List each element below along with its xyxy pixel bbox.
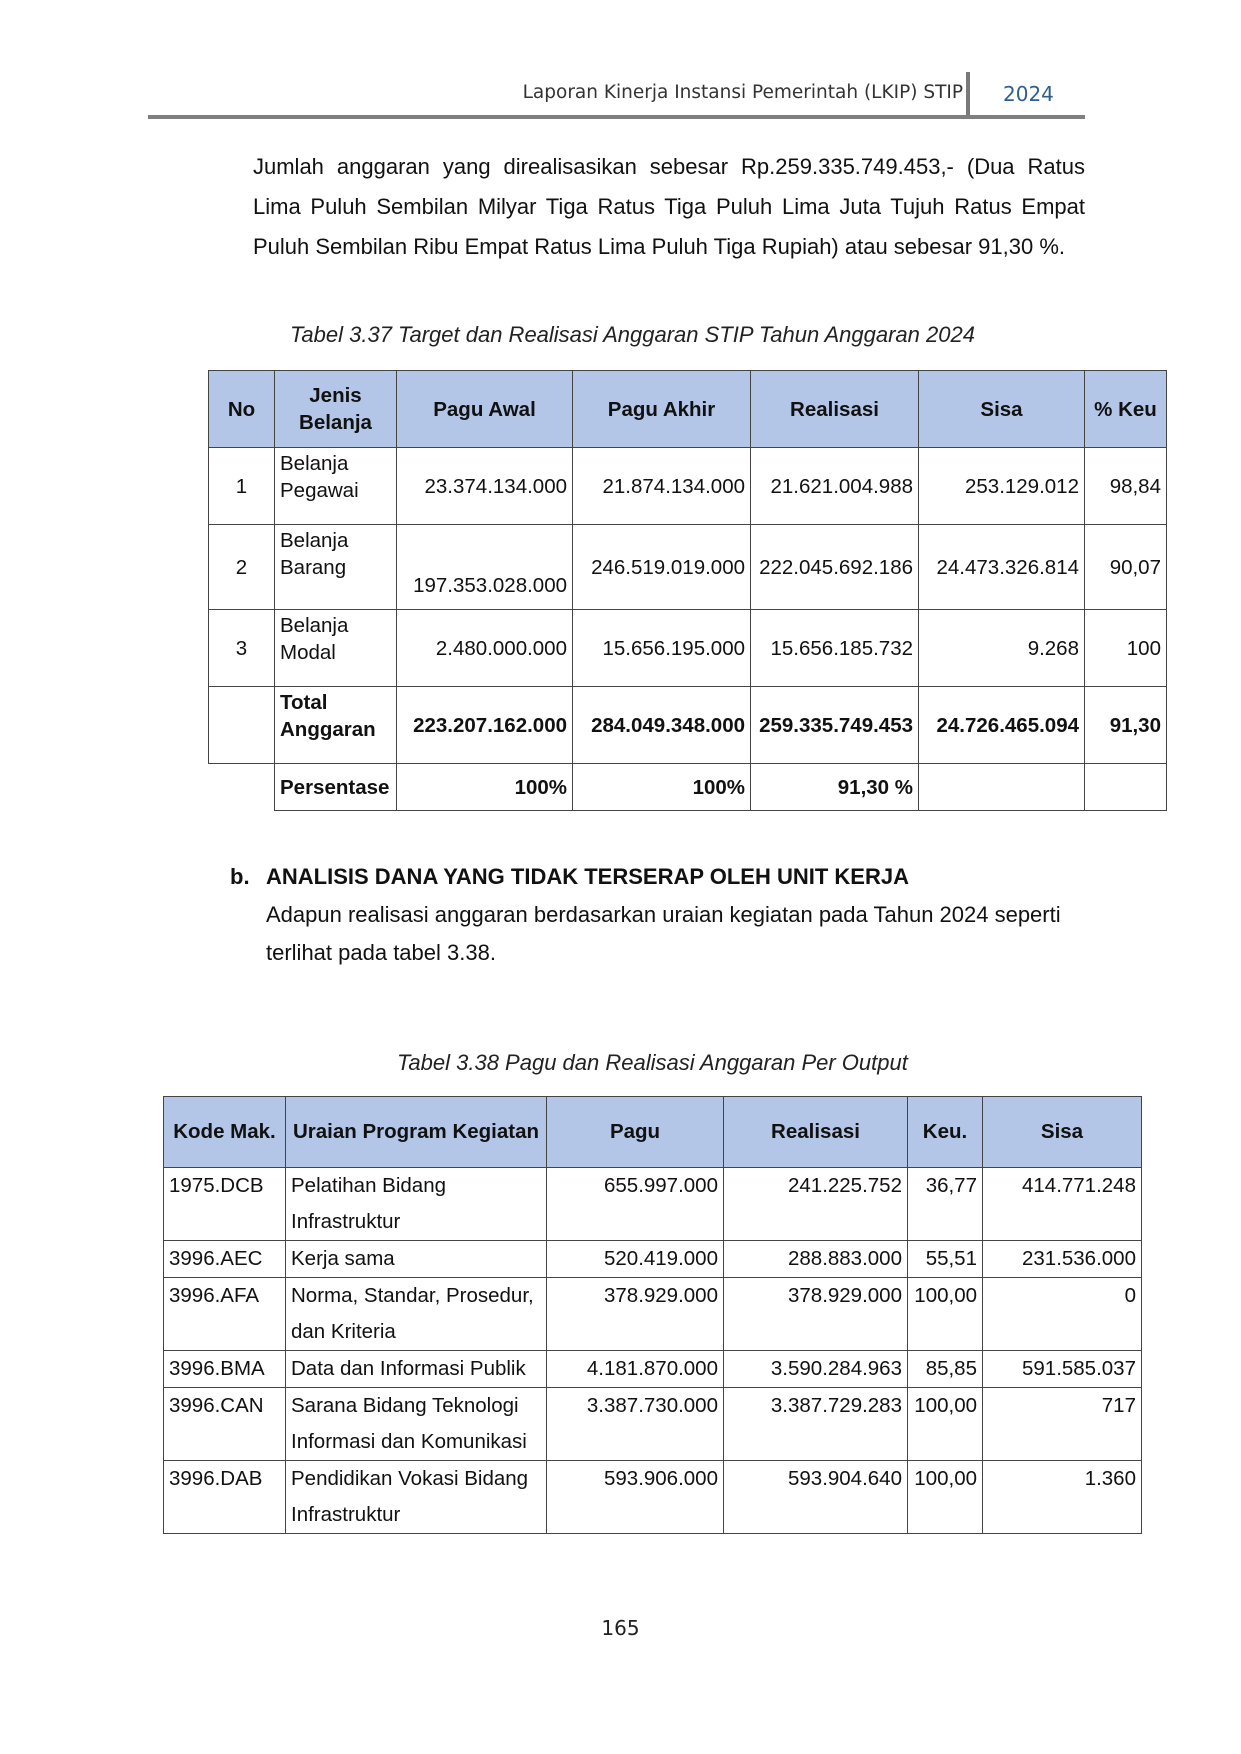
cell-uraian: Data dan Informasi Publik bbox=[286, 1351, 547, 1388]
cell-persentase-pagu-awal: 100% bbox=[397, 764, 573, 811]
cell-pagu-awal: 2.480.000.000 bbox=[397, 610, 573, 687]
header-separator bbox=[966, 72, 970, 118]
cell-jenis: Belanja Pegawai bbox=[275, 448, 397, 525]
cell-keu: 98,84 bbox=[1085, 448, 1167, 525]
cell-realisasi: 593.904.640 bbox=[724, 1461, 908, 1534]
table1-caption: Tabel 3.37 Target dan Realisasi Anggaran STIP Tahun Anggaran 2024 bbox=[290, 322, 975, 347]
cell-uraian: Kerja sama bbox=[286, 1241, 547, 1278]
cell-kode: 3996.CAN bbox=[164, 1388, 286, 1461]
column-header: Realisasi bbox=[751, 371, 919, 448]
cell-jenis: Belanja Barang bbox=[275, 525, 397, 610]
column-header: Keu. bbox=[908, 1097, 983, 1168]
cell-no-empty bbox=[209, 687, 275, 764]
column-header: Pagu Awal bbox=[397, 371, 573, 448]
section-b-letter: b. bbox=[230, 864, 250, 889]
cell-realisasi: 3.590.284.963 bbox=[724, 1351, 908, 1388]
header-title: Laporan Kinerja Instansi Pemerintah (LKIP) STIP bbox=[522, 82, 963, 103]
intro-paragraph: Jumlah anggaran yang direalisasikan sebesar Rp.259.335.749.453,- (Dua Ratus Lima Puluh Sembilan Milyar Tiga Ratus Tiga Puluh Lima Juta Tujuh Ratus Empat Puluh Sembilan Ribu Empat Ratus Lima Puluh Tiga Rupiah) atau sebesar 91,30 %. bbox=[253, 154, 1085, 259]
cell-no: 2 bbox=[209, 525, 275, 610]
header-year: 2024 bbox=[1003, 82, 1054, 106]
table2-caption: Tabel 3.38 Pagu dan Realisasi Anggaran Per Output bbox=[397, 1050, 908, 1075]
cell-realisasi: 15.656.185.732 bbox=[751, 610, 919, 687]
cell-realisasi: 241.225.752 bbox=[724, 1168, 908, 1241]
cell-uraian: Pendidikan Vokasi Bidang Infrastruktur bbox=[286, 1461, 547, 1534]
cell-kode: 1975.DCB bbox=[164, 1168, 286, 1241]
cell-no: 3 bbox=[209, 610, 275, 687]
cell-sisa: 253.129.012 bbox=[919, 448, 1085, 525]
cell-persentase-pagu-akhir: 100% bbox=[573, 764, 751, 811]
persentase-row bbox=[209, 764, 1167, 811]
cell-keu: 36,77 bbox=[908, 1168, 983, 1241]
table-row bbox=[164, 1461, 1142, 1534]
cell-sisa: 717 bbox=[983, 1388, 1142, 1461]
cell-uraian: Sarana Bidang Teknologi Informasi dan Komunikasi bbox=[286, 1388, 547, 1461]
cell-keu: 85,85 bbox=[908, 1351, 983, 1388]
table-row bbox=[164, 1388, 1142, 1461]
cell-pagu-awal: 23.374.134.000 bbox=[397, 448, 573, 525]
cell-sisa: 591.585.037 bbox=[983, 1351, 1142, 1388]
table-header-row bbox=[164, 1097, 1142, 1168]
header-rule bbox=[148, 115, 1085, 119]
cell-sisa: 1.360 bbox=[983, 1461, 1142, 1534]
column-header: No bbox=[209, 371, 275, 448]
cell-pagu-awal: 197.353.028.000 bbox=[397, 525, 573, 610]
cell-persentase-sisa bbox=[919, 764, 1085, 811]
table-row bbox=[164, 1351, 1142, 1388]
column-header: Jenis Belanja bbox=[275, 371, 397, 448]
cell-realisasi: 3.387.729.283 bbox=[724, 1388, 908, 1461]
cell-pagu-akhir: 21.874.134.000 bbox=[573, 448, 751, 525]
cell-uraian: Norma, Standar, Prosedur, dan Kriteria bbox=[286, 1278, 547, 1351]
cell-jenis: Belanja Modal bbox=[275, 610, 397, 687]
total-row bbox=[209, 687, 1167, 764]
cell-keu: 100,00 bbox=[908, 1388, 983, 1461]
cell-total-label: Total Anggaran bbox=[275, 687, 397, 764]
cell-persentase-label: Persentase bbox=[275, 764, 397, 811]
cell-kode: 3996.DAB bbox=[164, 1461, 286, 1534]
cell-realisasi: 288.883.000 bbox=[724, 1241, 908, 1278]
cell-kode: 3996.BMA bbox=[164, 1351, 286, 1388]
cell-realisasi: 222.045.692.186 bbox=[751, 525, 919, 610]
cell-pagu: 655.997.000 bbox=[547, 1168, 724, 1241]
cell-pagu: 4.181.870.000 bbox=[547, 1351, 724, 1388]
cell-pagu-akhir: 246.519.019.000 bbox=[573, 525, 751, 610]
column-header: % Keu bbox=[1085, 371, 1167, 448]
cell-sisa: 231.536.000 bbox=[983, 1241, 1142, 1278]
cell-total-pagu-akhir: 284.049.348.000 bbox=[573, 687, 751, 764]
cell-realisasi: 21.621.004.988 bbox=[751, 448, 919, 525]
cell-kode: 3996.AFA bbox=[164, 1278, 286, 1351]
cell-sisa: 414.771.248 bbox=[983, 1168, 1142, 1241]
table-row bbox=[209, 448, 1167, 525]
table-row bbox=[164, 1168, 1142, 1241]
cell-total-pagu-awal: 223.207.162.000 bbox=[397, 687, 573, 764]
cell-keu: 55,51 bbox=[908, 1241, 983, 1278]
cell-persentase-realisasi: 91,30 % bbox=[751, 764, 919, 811]
column-header: Sisa bbox=[983, 1097, 1142, 1168]
cell-kode: 3996.AEC bbox=[164, 1241, 286, 1278]
column-header: Realisasi bbox=[724, 1097, 908, 1168]
cell-pagu: 520.419.000 bbox=[547, 1241, 724, 1278]
cell-uraian: Pelatihan Bidang Infrastruktur bbox=[286, 1168, 547, 1241]
column-header: Sisa bbox=[919, 371, 1085, 448]
cell-keu: 100 bbox=[1085, 610, 1167, 687]
page-number: 165 bbox=[601, 1616, 640, 1640]
table-row bbox=[164, 1278, 1142, 1351]
cell-no-blank bbox=[209, 764, 275, 811]
column-header: Pagu Akhir bbox=[573, 371, 751, 448]
table-row bbox=[209, 610, 1167, 687]
cell-no: 1 bbox=[209, 448, 275, 525]
section-b-heading: ANALISIS DANA YANG TIDAK TERSERAP OLEH UNIT KERJA bbox=[266, 864, 909, 889]
cell-pagu: 378.929.000 bbox=[547, 1278, 724, 1351]
cell-sisa: 24.473.326.814 bbox=[919, 525, 1085, 610]
cell-keu: 100,00 bbox=[908, 1461, 983, 1534]
cell-pagu-akhir: 15.656.195.000 bbox=[573, 610, 751, 687]
cell-pagu: 593.906.000 bbox=[547, 1461, 724, 1534]
budget-table bbox=[208, 370, 1167, 811]
cell-total-realisasi: 259.335.749.453 bbox=[751, 687, 919, 764]
section-b-title bbox=[230, 864, 909, 890]
column-header: Uraian Program Kegiatan bbox=[286, 1097, 547, 1168]
cell-keu: 90,07 bbox=[1085, 525, 1167, 610]
cell-pagu: 3.387.730.000 bbox=[547, 1388, 724, 1461]
cell-sisa: 0 bbox=[983, 1278, 1142, 1351]
table-row bbox=[209, 525, 1167, 610]
cell-persentase-keu bbox=[1085, 764, 1167, 811]
cell-total-keu: 91,30 bbox=[1085, 687, 1167, 764]
table-row bbox=[164, 1241, 1142, 1278]
cell-sisa: 9.268 bbox=[919, 610, 1085, 687]
column-header: Pagu bbox=[547, 1097, 724, 1168]
cell-total-sisa: 24.726.465.094 bbox=[919, 687, 1085, 764]
section-b-paragraph: Adapun realisasi anggaran berdasarkan uraian kegiatan pada Tahun 2024 seperti terlihat pada tabel 3.38. bbox=[266, 902, 1061, 965]
output-budget-table bbox=[163, 1096, 1142, 1534]
cell-keu: 100,00 bbox=[908, 1278, 983, 1351]
table-header-row bbox=[209, 371, 1167, 448]
cell-realisasi: 378.929.000 bbox=[724, 1278, 908, 1351]
column-header: Kode Mak. bbox=[164, 1097, 286, 1168]
